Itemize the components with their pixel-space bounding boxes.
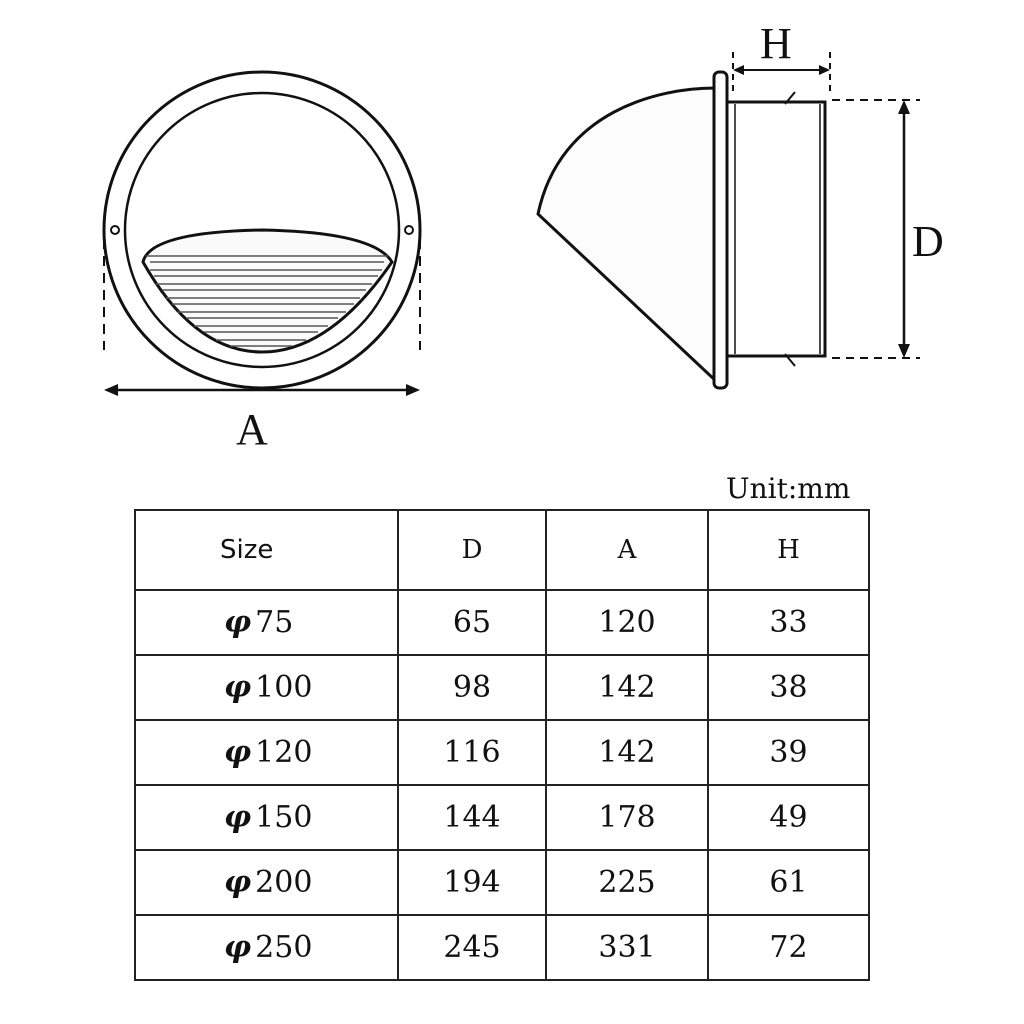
- header-size: Size: [135, 510, 398, 590]
- phi-symbol: φ: [224, 670, 252, 705]
- a-cell: 225: [546, 850, 708, 915]
- table-row: [135, 850, 869, 915]
- table-row: [135, 720, 869, 785]
- h-cell: 61: [708, 850, 869, 915]
- dimension-d-label: D: [912, 217, 944, 266]
- d-cell: 194: [398, 850, 546, 915]
- dimension-a-label: A: [236, 405, 268, 454]
- size-cell: φ 150: [135, 785, 398, 850]
- d-cell: 245: [398, 915, 546, 980]
- header-d: D: [398, 510, 546, 590]
- d-cell: 144: [398, 785, 546, 850]
- dimension-h-label: H: [760, 19, 792, 68]
- size-cell: φ 200: [135, 850, 398, 915]
- table-header-row: [135, 510, 869, 590]
- a-cell: 331: [546, 915, 708, 980]
- a-cell: 178: [546, 785, 708, 850]
- size-cell: φ 120: [135, 720, 398, 785]
- size-cell: φ 75: [135, 590, 398, 655]
- size-cell: φ 250: [135, 915, 398, 980]
- h-cell: 38: [708, 655, 869, 720]
- phi-symbol: φ: [224, 800, 252, 835]
- d-cell: 65: [398, 590, 546, 655]
- header-a: A: [546, 510, 708, 590]
- table-row: [135, 785, 869, 850]
- table-row: [135, 655, 869, 720]
- hood-profile: [538, 88, 717, 382]
- spec-table: [134, 509, 870, 981]
- phi-symbol: φ: [224, 605, 252, 640]
- header-h: H: [708, 510, 869, 590]
- h-cell: 33: [708, 590, 869, 655]
- flange-plate: [714, 72, 727, 388]
- unit-label: Unit:mm: [726, 472, 851, 505]
- h-cell: 49: [708, 785, 869, 850]
- duct-spigot: [727, 102, 825, 356]
- d-cell: 98: [398, 655, 546, 720]
- d-cell: 116: [398, 720, 546, 785]
- table-row: [135, 590, 869, 655]
- a-cell: 120: [546, 590, 708, 655]
- a-cell: 142: [546, 720, 708, 785]
- phi-symbol: φ: [224, 735, 252, 770]
- h-cell: 39: [708, 720, 869, 785]
- size-cell: φ 100: [135, 655, 398, 720]
- phi-symbol: φ: [224, 930, 252, 965]
- table-row: [135, 915, 869, 980]
- h-cell: 72: [708, 915, 869, 980]
- a-cell: 142: [546, 655, 708, 720]
- dimension-d-arrow: [898, 100, 910, 358]
- phi-symbol: φ: [224, 865, 252, 900]
